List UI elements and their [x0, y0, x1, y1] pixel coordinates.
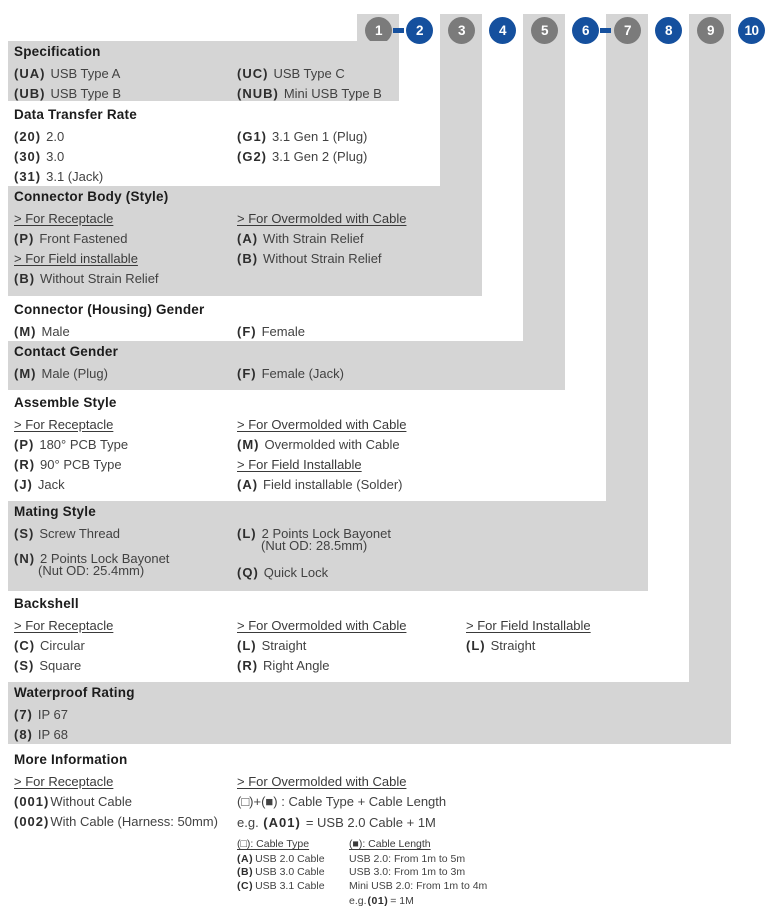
- option-group-heading: > For Receptacle: [14, 618, 114, 633]
- section-title: Data Transfer Rate: [14, 107, 137, 122]
- option-column: [14, 705, 68, 745]
- option-item: [14, 269, 159, 289]
- option-column: [237, 616, 406, 676]
- option-code: (M): [237, 437, 260, 452]
- option-label: Male: [41, 324, 70, 339]
- step-circle-7: 7: [614, 17, 641, 44]
- text-line: USB 3.0: From 1m to 3m: [349, 866, 466, 878]
- option-code: (L): [237, 638, 257, 653]
- section-waterproof-rating: [8, 682, 731, 744]
- option-code: (B): [14, 271, 36, 286]
- step-connector-1: [393, 28, 404, 33]
- option-code: (S): [14, 526, 35, 541]
- option-label: 90° PCB Type: [40, 457, 122, 472]
- step-circle-3: 3: [448, 17, 475, 44]
- option-code: (Q): [237, 565, 259, 580]
- option-label: Mini USB Type B: [283, 86, 382, 101]
- option-column: [237, 209, 406, 269]
- section-title: Connector Body (Style): [14, 189, 169, 204]
- option-label: Front Fastened: [39, 231, 128, 246]
- option-code: (NUB): [237, 86, 279, 101]
- text-line: Mini USB 2.0: From 1m to 4m: [349, 879, 488, 892]
- step-circle-2: 2: [406, 17, 433, 44]
- option-code: (30): [14, 149, 42, 164]
- option-item: [14, 84, 121, 104]
- option-code: (01): [367, 894, 389, 907]
- option-column: [14, 322, 70, 342]
- option-column: [237, 415, 406, 495]
- option-column: [14, 616, 113, 676]
- option-item: [14, 792, 218, 812]
- option-code: (R): [14, 457, 36, 472]
- option-label: Without Cable: [50, 794, 133, 809]
- option-item: [14, 435, 128, 455]
- section-backshell: [8, 593, 690, 679]
- option-label: 2 Points Lock Bayonet: [261, 526, 391, 541]
- option-code: (C): [237, 879, 254, 892]
- option-group-heading: > For Overmolded with Cable: [237, 211, 407, 226]
- option-item: [237, 84, 382, 104]
- option-group-heading: > For Field installable: [14, 251, 138, 266]
- option-label: Circular: [40, 638, 85, 653]
- option-code: (G2): [237, 149, 267, 164]
- option-item: [237, 364, 344, 384]
- section-connector-housing-gender: [8, 299, 524, 339]
- option-column: [466, 616, 591, 656]
- section-data-transfer-rate: [8, 104, 441, 184]
- option-code: (UC): [237, 66, 269, 81]
- option-label: Straight: [261, 638, 307, 653]
- section-title: Specification: [14, 44, 101, 59]
- option-item: [14, 656, 113, 676]
- text-line: USB 2.0: From 1m to 5m: [349, 852, 466, 865]
- option-code: (A): [237, 231, 259, 246]
- option-item: [14, 636, 113, 656]
- option-label: 2.0: [46, 129, 65, 144]
- option-code: (001): [14, 794, 50, 809]
- option-column: [237, 524, 391, 583]
- section-title: Assemble Style: [14, 395, 117, 410]
- option-item: [14, 64, 121, 84]
- step-circle-1: 1: [365, 17, 392, 44]
- option-column: [349, 838, 487, 908]
- step-circle-5: 5: [531, 17, 558, 44]
- option-label: 3.1 Gen 1 (Plug): [272, 129, 368, 144]
- option-item: [466, 636, 591, 656]
- section-title: Connector (Housing) Gender: [14, 302, 205, 317]
- option-group-heading: > For Receptacle: [14, 774, 114, 789]
- option-label: IP 68: [37, 727, 69, 742]
- option-item: [237, 249, 406, 269]
- option-label: USB Type A: [50, 66, 121, 81]
- option-code: (P): [14, 437, 35, 452]
- option-item: [14, 549, 169, 564]
- option-label: USB Type B: [50, 86, 122, 101]
- option-label: Right Angle: [263, 658, 330, 673]
- option-item: [237, 853, 325, 867]
- section-title: Contact Gender: [14, 344, 119, 359]
- option-label: Male (Plug): [41, 366, 108, 381]
- option-code: (G1): [237, 129, 267, 144]
- option-column: [237, 772, 446, 833]
- option-item: [237, 880, 325, 894]
- option-label: Screw Thread: [39, 526, 121, 541]
- option-label: USB 3.0 Cable: [255, 866, 325, 878]
- option-column: [237, 322, 305, 342]
- option-column: [14, 127, 103, 187]
- section-specification: [8, 41, 399, 101]
- option-group-heading: (□): Cable Type: [237, 838, 310, 850]
- option-code: (L): [237, 526, 257, 541]
- option-group-heading: > For Field Installable: [237, 457, 362, 472]
- section-assemble-style: [8, 392, 607, 498]
- option-label: Overmolded with Cable: [264, 437, 400, 452]
- option-item: [14, 524, 169, 544]
- option-item: [237, 435, 406, 455]
- option-label: With Strain Relief: [263, 231, 364, 246]
- option-subtext: (Nut OD: 28.5mm): [261, 538, 368, 553]
- option-code: (F): [237, 366, 257, 381]
- option-item: [237, 563, 391, 583]
- option-column: [14, 415, 128, 495]
- option-column: [237, 127, 367, 167]
- option-label: Jack: [37, 477, 65, 492]
- option-label: Square: [39, 658, 82, 673]
- option-item: [237, 866, 325, 880]
- option-item: [14, 167, 103, 187]
- option-code: (M): [14, 324, 37, 339]
- option-code: (M): [14, 366, 37, 381]
- section-more-information: [8, 749, 773, 914]
- option-column: [14, 364, 108, 384]
- option-column: [237, 64, 382, 104]
- option-label: USB 2.0 Cable: [255, 852, 325, 865]
- option-code: (P): [14, 231, 35, 246]
- option-item: [237, 636, 406, 656]
- option-item: [237, 147, 367, 167]
- option-item: [237, 64, 382, 84]
- option-code: (L): [466, 638, 486, 653]
- text-line: (□)+(■) : Cable Type + Cable Length: [237, 794, 447, 809]
- option-column: [14, 209, 159, 289]
- option-code: (C): [14, 638, 36, 653]
- step-column-under-5: [523, 14, 565, 341]
- section-title: Backshell: [14, 596, 79, 611]
- option-code: (UA): [14, 66, 46, 81]
- option-column: [14, 772, 218, 832]
- option-label: IP 67: [37, 707, 69, 722]
- step-column-under-7: [606, 14, 648, 501]
- option-code: (F): [237, 324, 257, 339]
- option-code: (UB): [14, 86, 46, 101]
- step-column-under-9: [689, 14, 731, 682]
- option-item: [14, 229, 159, 249]
- option-item: [237, 127, 367, 147]
- option-code: (A): [237, 852, 254, 865]
- option-label: Quick Lock: [263, 565, 329, 580]
- option-group-heading: > For Overmolded with Cable: [237, 618, 407, 633]
- option-item: [14, 147, 103, 167]
- option-group-heading: (■): Cable Length: [349, 838, 431, 850]
- option-subtext: (Nut OD: 25.4mm): [38, 563, 145, 578]
- option-item: [14, 127, 103, 147]
- step-circle-9: 9: [697, 17, 724, 44]
- option-code: (7): [14, 707, 33, 722]
- prefix-text: e.g.: [349, 894, 367, 907]
- option-code: (8): [14, 727, 33, 742]
- option-label: 3.1 Gen 2 (Plug): [272, 149, 368, 164]
- option-code: (A01): [263, 815, 301, 830]
- option-code: (B): [237, 251, 259, 266]
- option-item: [237, 524, 391, 539]
- option-column: [14, 524, 169, 579]
- option-item: [237, 813, 446, 833]
- option-label: Straight: [490, 638, 536, 653]
- option-code: (31): [14, 169, 42, 184]
- option-label: 180° PCB Type: [39, 437, 129, 452]
- option-item: [14, 322, 70, 342]
- option-code: (002): [14, 814, 50, 829]
- option-group-heading: > For Receptacle: [14, 417, 114, 432]
- option-item: [349, 895, 487, 909]
- prefix-text: e.g.: [237, 815, 263, 830]
- section-connector-body-style: [8, 186, 482, 296]
- option-item: [237, 322, 305, 342]
- option-code: (20): [14, 129, 42, 144]
- option-item: [14, 364, 108, 384]
- option-group-heading: > For Overmolded with Cable: [237, 774, 407, 789]
- option-label: USB 3.1 Cable: [255, 879, 325, 892]
- option-label: Field installable (Solder): [263, 477, 403, 492]
- option-code: (S): [14, 658, 35, 673]
- section-title: Waterproof Rating: [14, 685, 135, 700]
- section-title: Mating Style: [14, 504, 96, 519]
- option-group-heading: > For Receptacle: [14, 211, 114, 226]
- option-item: [237, 229, 406, 249]
- option-label: = 1M: [390, 894, 414, 907]
- spacer: [237, 554, 238, 563]
- step-circle-6: 6: [572, 17, 599, 44]
- option-group-heading: > For Overmolded with Cable: [237, 417, 407, 432]
- option-item: [14, 725, 68, 745]
- option-label: USB Type C: [273, 66, 345, 81]
- option-label: With Cable (Harness: 50mm): [50, 814, 218, 829]
- option-item: [237, 656, 406, 676]
- step-circle-8: 8: [655, 17, 682, 44]
- option-code: (J): [14, 477, 33, 492]
- option-code: (A): [237, 477, 259, 492]
- option-label: Female (Jack): [261, 366, 344, 381]
- section-title: More Information: [14, 752, 128, 767]
- option-item: [237, 475, 406, 495]
- option-label: 3.1 (Jack): [46, 169, 104, 184]
- option-item: [14, 475, 128, 495]
- section-mating-style: [8, 501, 648, 591]
- option-label: Female: [261, 324, 305, 339]
- option-group-heading: > For Field Installable: [466, 618, 591, 633]
- option-column: [237, 838, 325, 893]
- option-label: 3.0: [46, 149, 65, 164]
- option-item: [14, 455, 128, 475]
- option-label: Without Strain Relief: [263, 251, 382, 266]
- option-code: (N): [14, 551, 36, 566]
- option-item: [14, 705, 68, 725]
- option-label: = USB 2.0 Cable + 1M: [305, 815, 436, 830]
- section-contact-gender: [8, 341, 565, 390]
- step-circle-4: 4: [489, 17, 516, 44]
- option-column: [14, 64, 121, 104]
- step-circle-10: 10: [738, 17, 765, 44]
- option-code: (B): [237, 866, 254, 878]
- step-connector-6: [600, 28, 611, 33]
- option-label: Without Strain Relief: [40, 271, 159, 286]
- option-code: (R): [237, 658, 259, 673]
- option-column: [237, 364, 344, 384]
- option-label: 2 Points Lock Bayonet: [40, 551, 170, 566]
- option-item: [14, 812, 218, 832]
